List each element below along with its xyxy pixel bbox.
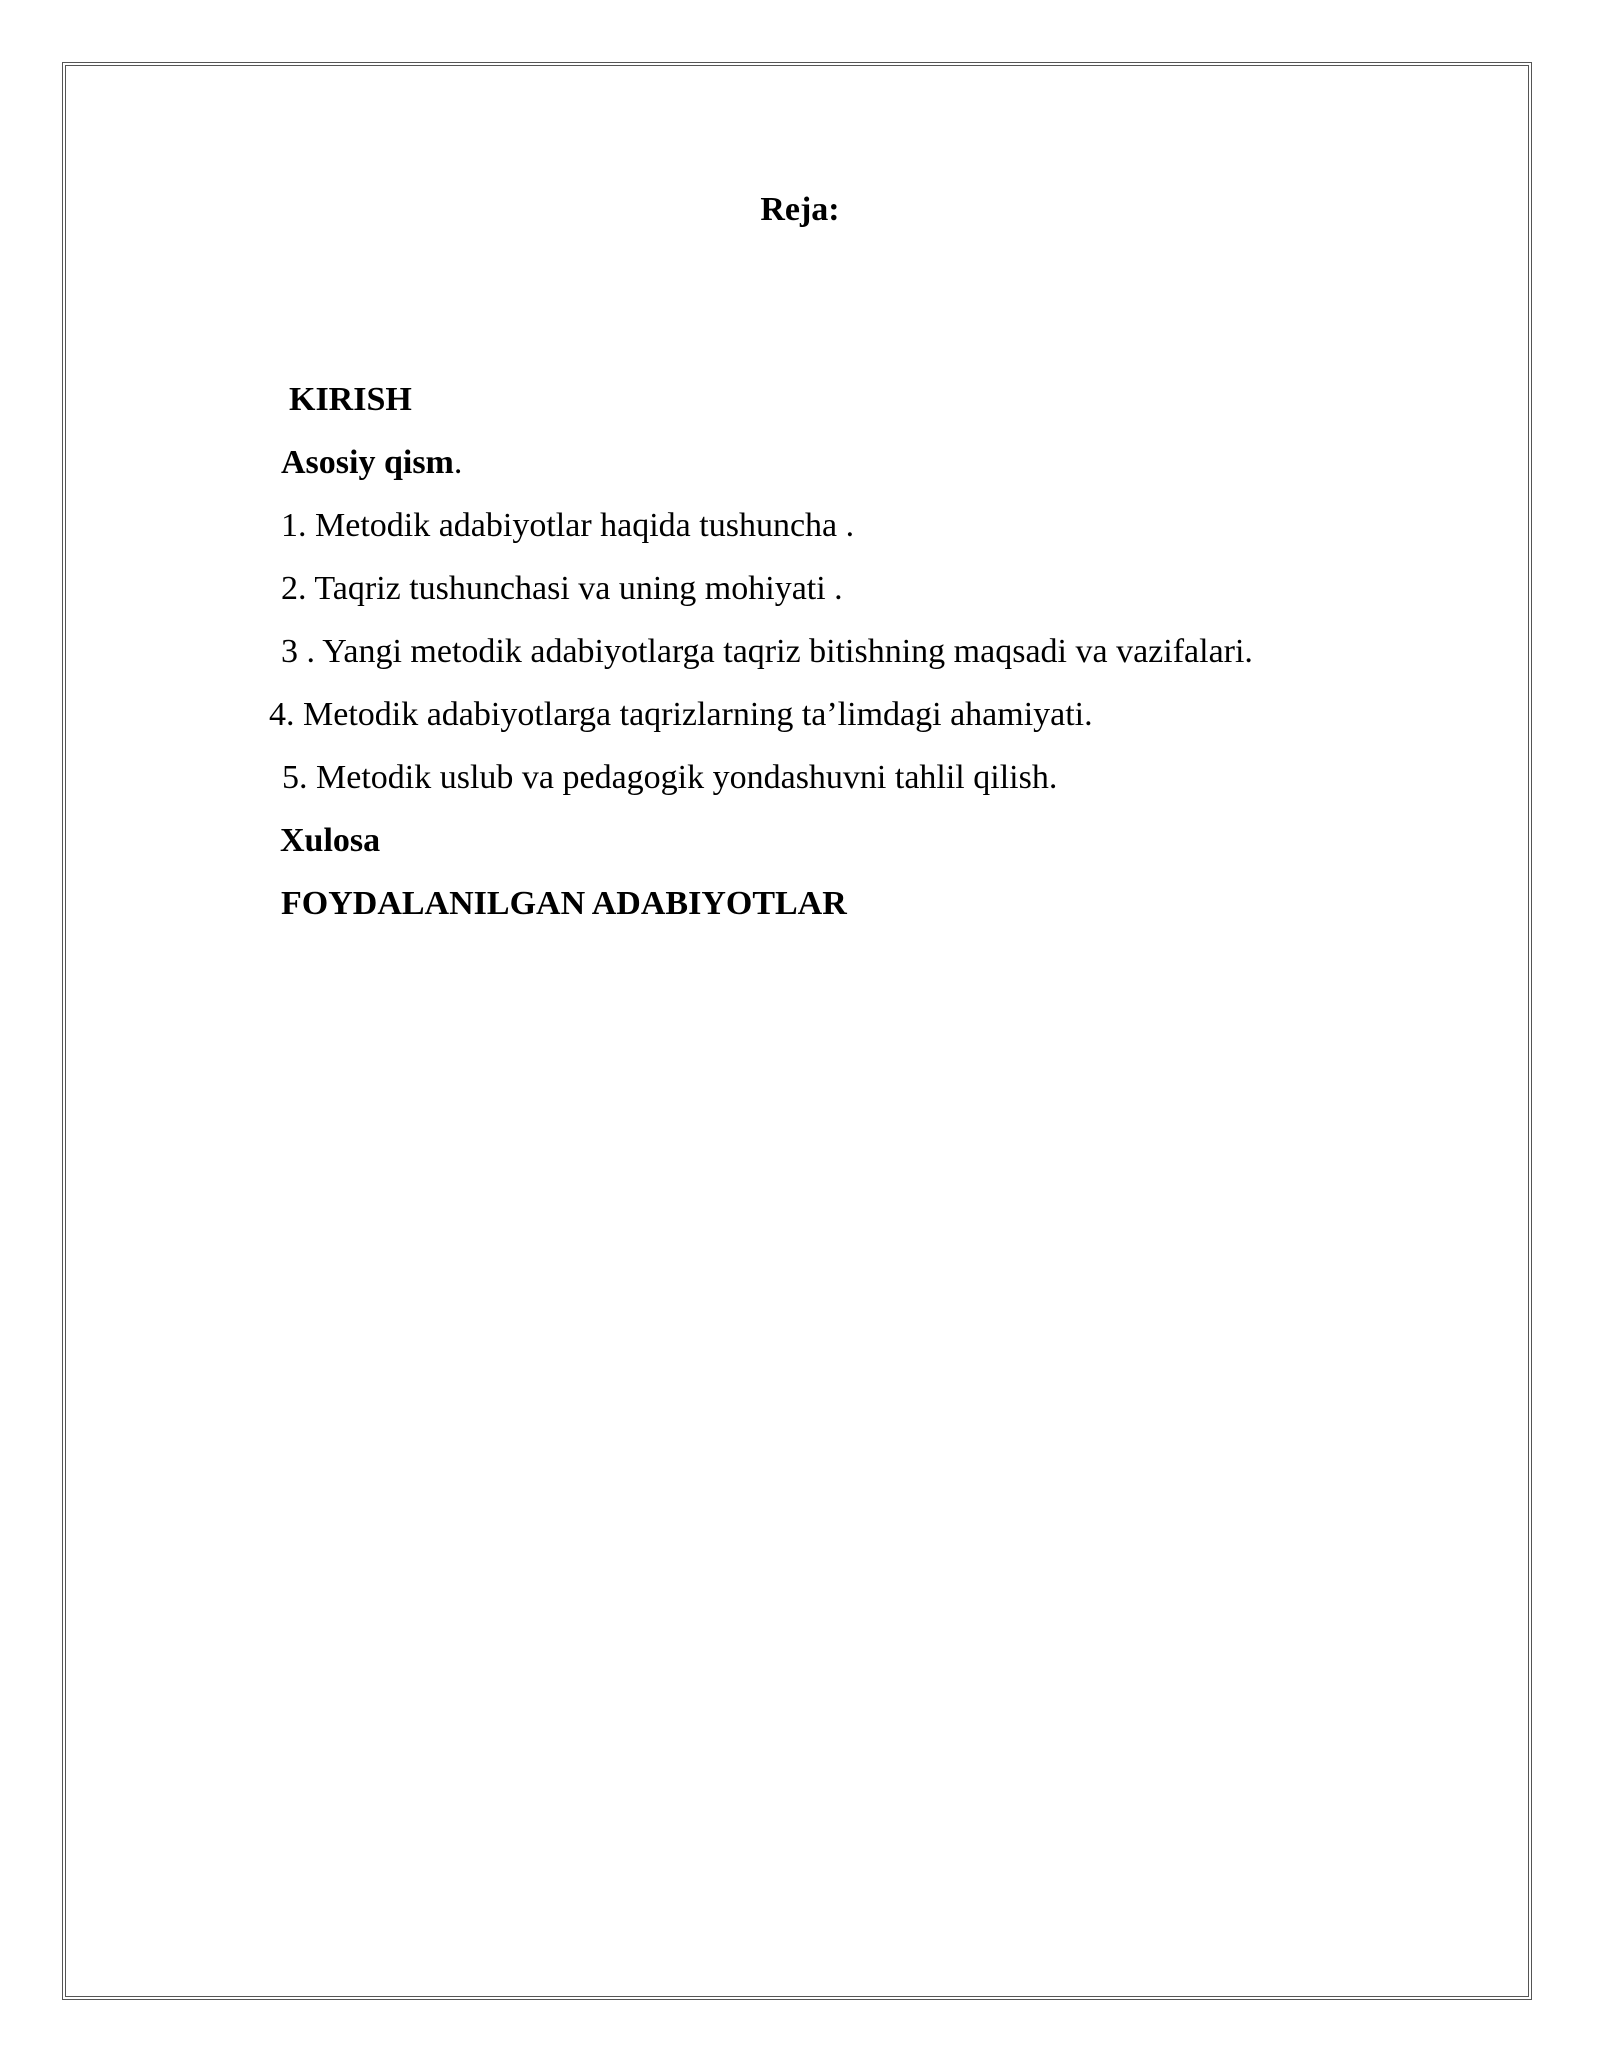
main-part-label: Asosiy qism — [281, 444, 454, 481]
intro-heading: KIRISH — [289, 381, 412, 418]
plan-item-1: 1. Metodik adabiyotlar haqida tushuncha . — [281, 507, 855, 544]
main-part-dot: . — [453, 444, 463, 481]
page-border — [62, 62, 1532, 2000]
plan-item-4: 4. Metodik adabiyotlarga taqrizlarning ta’limdagi ahamiyati. — [269, 696, 1093, 733]
plan-item-5: 5. Metodik uslub va pedagogik yondashuvni tahlil qilish. — [282, 759, 1058, 796]
plan-title: Reja: — [760, 191, 840, 228]
references-heading: FOYDALANILGAN ADABIYOTLAR — [281, 885, 847, 922]
conclusion-heading: Xulosa — [280, 822, 381, 859]
plan-item-2: 2. Taqriz tushunchasi va uning mohiyati . — [281, 570, 843, 607]
main-part-heading — [281, 443, 462, 483]
plan-item-3: 3 . Yangi metodik adabiyotlarga taqriz bitishning maqsadi va vazifalari. — [281, 633, 1253, 670]
